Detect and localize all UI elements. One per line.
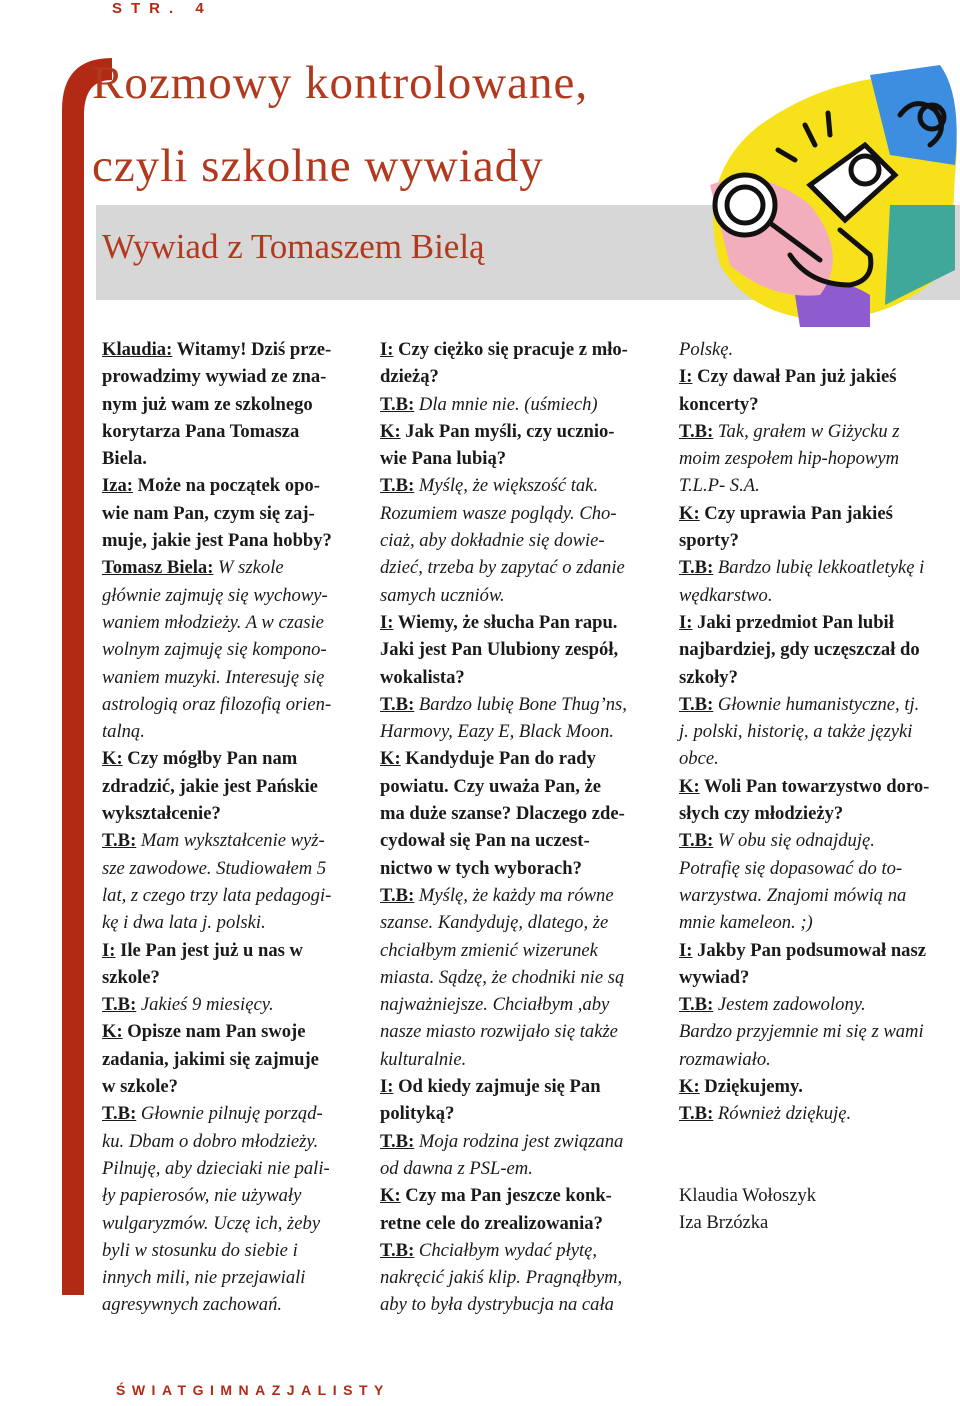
line-text: aby to była dystrybucja na cała [380, 1294, 614, 1316]
text-line [380, 500, 665, 527]
text-line [380, 1128, 665, 1155]
line-text: wolnym zajmuję się kompono- [102, 639, 327, 661]
line-text: głównie zajmuję się wychowy- [102, 584, 328, 606]
line-text: polityką? [380, 1103, 455, 1125]
interview-answer [380, 1128, 665, 1183]
line-text: ma duże szanse? Dlaczego zde- [380, 803, 625, 825]
text-line [102, 691, 362, 718]
text-line [679, 391, 960, 418]
line-text: nictwo w tych wyborach? [380, 857, 582, 879]
title-line: czyli szkolne wywiady [92, 140, 544, 192]
speaker-tag: T.B: [380, 693, 415, 715]
magazine-footer: ŚWIATGIMNAZJALISTY [116, 1382, 390, 1398]
interview-answer [380, 691, 665, 746]
line-text: szanse. Kandyduję, dlatego, że [380, 912, 609, 934]
text-line [679, 800, 960, 827]
article-authors [679, 1182, 960, 1237]
line-text: Jakby Pan podsumował nasz [692, 939, 926, 961]
text-line [380, 991, 665, 1018]
text-line [380, 909, 665, 936]
line-text: wie nam Pan, czym się zaj- [102, 502, 315, 524]
text-line [679, 1100, 960, 1127]
line-text: od dawna z PSL-em. [380, 1157, 533, 1179]
line-text: talną. [102, 721, 145, 743]
text-line [380, 636, 665, 663]
interview-question [679, 1073, 960, 1100]
text-line [380, 718, 665, 745]
line-text: j. polski, historię, a także języki [679, 721, 913, 743]
text-line [679, 1018, 960, 1045]
line-text: warzystwa. Znajomi mówią na [679, 884, 907, 906]
line-text: mnie kameleon. ;) [679, 912, 813, 934]
line-text: wokalista? [380, 666, 465, 688]
line-text: Moja rodzina jest związana [414, 1130, 624, 1152]
line-text: W szkole [213, 557, 284, 579]
text-line [380, 445, 665, 472]
speaker-tag: T.B: [380, 884, 415, 906]
page-title [92, 42, 732, 208]
line-text: Woli Pan towarzystwo doro- [699, 775, 930, 797]
interview-question [102, 1018, 362, 1100]
speaker-tag: I: [679, 366, 693, 388]
line-text: Jak Pan myśli, czy ucznio- [400, 420, 615, 442]
text-line [380, 1264, 665, 1291]
line-text: Harmovy, Eazy E, Black Moon. [380, 721, 614, 743]
line-text: cydował się Pan na uczest- [380, 830, 590, 852]
speaker-tag: K: [679, 1076, 700, 1098]
text-line [102, 582, 362, 609]
line-text: Czy ciężko się pracuje z mło- [393, 339, 628, 360]
line-text: Od kiedy zajmuje się Pan [393, 1076, 601, 1098]
line-text: szkoły? [679, 666, 738, 688]
line-text: innych mili, nie przejawiali [102, 1267, 306, 1289]
speaker-tag: K: [380, 748, 401, 770]
text-line [380, 964, 665, 991]
interview-answer [679, 336, 960, 363]
line-text: agresywnych zachowań. [102, 1294, 283, 1316]
line-text: Bardzo przyjemnie mi się z wami [679, 1021, 924, 1043]
line-text: Chciałbym wydać płytę, [414, 1239, 598, 1261]
speaker-tag: T.B: [679, 420, 714, 442]
speaker-tag: T.B: [679, 830, 714, 852]
line-text: Bardzo lubię Bone Thug’ns, [414, 693, 627, 715]
line-text: T.L.P- S.A. [679, 475, 760, 497]
line-text: astrologią oraz filozofią orien- [102, 693, 332, 715]
line-text: Polskę. [679, 339, 734, 360]
speaker-tag: I: [380, 339, 394, 360]
line-text: Kandyduje Pan do rady [400, 748, 596, 770]
line-text: dzieć, trzeba by zapytać o zdanie [380, 557, 625, 579]
line-text: Głownie pilnuję porząd- [136, 1103, 323, 1125]
text-line [380, 391, 665, 418]
text-line [380, 472, 665, 499]
speaker-tag: T.B: [380, 1130, 415, 1152]
text-line [102, 909, 362, 936]
interview-question [380, 418, 665, 473]
speaker-tag: T.B: [679, 693, 714, 715]
text-line [679, 691, 960, 718]
line-text: samych uczniów. [380, 584, 505, 606]
text-line [102, 745, 362, 772]
text-line [102, 1128, 362, 1155]
speaker-tag: T.B: [679, 557, 714, 579]
line-text: Dziękujemy. [699, 1076, 803, 1098]
text-line [380, 745, 665, 772]
line-text: Również dziękuję. [713, 1103, 852, 1125]
article-column-3 [679, 336, 960, 1236]
text-line [102, 1182, 362, 1209]
text-line [380, 1073, 665, 1100]
line-text: nakręcić jakiś klip. Pragnąłbym, [380, 1267, 623, 1289]
interview-answer [102, 554, 362, 745]
speaker-tag: K: [102, 1021, 123, 1043]
speaker-tag: K: [679, 502, 700, 524]
line-text: słych czy młodzieży? [679, 803, 844, 825]
speaker-tag: I: [102, 939, 116, 961]
text-line [102, 363, 362, 390]
text-line [679, 855, 960, 882]
text-line [679, 472, 960, 499]
line-text: dzieżą? [380, 366, 439, 388]
text-line [102, 445, 362, 472]
interview-question [679, 773, 960, 828]
line-text: W obu się odnajduję. [713, 830, 875, 852]
speaker-tag: I: [380, 611, 394, 633]
text-line [380, 691, 665, 718]
interview-answer [380, 472, 665, 608]
line-text: Głownie humanistyczne, tj. [713, 693, 920, 715]
interview-question [679, 363, 960, 418]
line-text: Opisze nam Pan swoje [122, 1021, 306, 1043]
interview-answer [380, 1237, 665, 1319]
interview-answer [679, 827, 960, 936]
line-text: sze zawodowe. Studiowałem 5 [102, 857, 327, 879]
text-line [380, 582, 665, 609]
text-line [679, 336, 960, 363]
author-name: Klaudia Wołoszyk [679, 1184, 817, 1206]
text-line [679, 773, 960, 800]
text-line [380, 855, 665, 882]
interview-question [679, 937, 960, 992]
text-line [102, 964, 362, 991]
text-line [380, 664, 665, 691]
line-text: zdradzić, jakie jest Pańskie [102, 775, 318, 797]
text-line [679, 554, 960, 581]
text-line [380, 882, 665, 909]
text-line [102, 1100, 362, 1127]
text-line [102, 773, 362, 800]
text-line [679, 1073, 960, 1100]
line-text: szkole? [102, 966, 160, 988]
text-line [679, 582, 960, 609]
interview-question [380, 336, 665, 391]
speaker-tag: T.B: [679, 1103, 714, 1125]
text-line [679, 636, 960, 663]
text-line [102, 664, 362, 691]
text-line [679, 527, 960, 554]
text-line [102, 718, 362, 745]
line-text: Myślę, że większość tak. [414, 475, 599, 497]
speaker-tag: K: [679, 775, 700, 797]
line-text: w szkole? [102, 1076, 178, 1098]
line-text: Wiemy, że słucha Pan rapu. [393, 611, 618, 633]
line-text: wędkarstwo. [679, 584, 773, 606]
text-line [679, 745, 960, 772]
speaker-tag: T.B: [380, 475, 415, 497]
speaker-tag: T.B: [679, 994, 714, 1016]
text-line [102, 336, 362, 363]
text-line [679, 909, 960, 936]
line-text: Myślę, że każdy ma równe [414, 884, 614, 906]
text-line [102, 800, 362, 827]
text-line [102, 1073, 362, 1100]
line-text: Potrafię się dopasować do to- [679, 857, 903, 879]
line-text: najbardziej, gdy uczęszczał do [679, 639, 920, 661]
text-line [102, 1155, 362, 1182]
speaker-tag: I: [679, 939, 693, 961]
speaker-tag: I: [679, 611, 693, 633]
interview-question [380, 1073, 665, 1128]
speaker-tag: Iza: [102, 475, 133, 497]
text-line [380, 827, 665, 854]
speaker-tag: T.B: [102, 1103, 137, 1125]
line-text: Mam wykształcenie wyż- [136, 830, 325, 852]
line-text: Bardzo lubię lekkoatletykę i [713, 557, 925, 579]
text-line [102, 391, 362, 418]
text-line [679, 882, 960, 909]
article-subtitle: Wywiad z Tomaszem Bielą [102, 227, 485, 266]
text-line [380, 1291, 665, 1318]
line-text: Czy ma Pan jeszcze konk- [400, 1185, 612, 1207]
text-line [380, 363, 665, 390]
text-line [102, 527, 362, 554]
line-text: Ile Pan jest już u nas w [115, 939, 303, 961]
line-text: lat, z czego trzy lata pedagogi- [102, 884, 332, 906]
text-line [679, 937, 960, 964]
interview-question [102, 745, 362, 827]
speaker-tag: T.B: [380, 1239, 415, 1261]
speaker-tag: K: [380, 420, 401, 442]
line-text: wulgaryzmów. Uczę ich, żeby [102, 1212, 321, 1234]
text-line [102, 991, 362, 1018]
line-text: Dla mnie nie. (uśmiech) [414, 393, 598, 415]
text-line [679, 718, 960, 745]
line-text: Jestem zadowolony. [713, 994, 866, 1016]
line-text: Czy dawał Pan już jakieś [692, 366, 897, 388]
line-text: wykształcenie? [102, 803, 221, 825]
line-text: korytarza Pana Tomasza [102, 420, 300, 442]
interview-question [380, 1182, 665, 1237]
interview-question [102, 472, 362, 554]
text-line [679, 500, 960, 527]
line-text: waniem młodzieży. A w czasie [102, 611, 324, 633]
line-text: retne cele do zrealizowania? [380, 1212, 603, 1234]
article-column-1 [102, 336, 362, 1319]
line-text: waniem muzyki. Interesuję się [102, 666, 325, 688]
interview-question [380, 745, 665, 881]
line-text: Jakieś 9 miesięcy. [136, 994, 274, 1016]
text-line [679, 418, 960, 445]
line-text: ły papierosów, nie używały [102, 1185, 302, 1207]
author-name: Iza Brzózka [679, 1211, 769, 1233]
text-line [102, 1046, 362, 1073]
text-line [380, 527, 665, 554]
interview-answer [679, 418, 960, 500]
speaker-tag: T.B: [102, 994, 137, 1016]
line-text: wie Pana lubią? [380, 448, 507, 470]
text-line [102, 472, 362, 499]
title-line: Rozmowy kontrolowane, [92, 57, 589, 109]
interview-question [102, 937, 362, 992]
speaker-tag: T.B: [380, 393, 415, 415]
line-text: sporty? [679, 530, 739, 552]
speaker-tag: I: [380, 1076, 394, 1098]
line-text: Pilnuję, aby dzieciaki nie pali- [102, 1157, 330, 1179]
page-number-label: STR. 4 [112, 0, 213, 17]
text-line [102, 1264, 362, 1291]
text-line [679, 964, 960, 991]
text-line [102, 827, 362, 854]
text-line [380, 554, 665, 581]
article-column-2 [380, 336, 665, 1319]
interview-question [102, 336, 362, 472]
interview-answer [679, 554, 960, 609]
speaker-tag: Klaudia: [102, 339, 173, 360]
text-line [102, 1210, 362, 1237]
line-text: prowadzimy wywiad ze zna- [102, 366, 327, 388]
text-line [380, 1210, 665, 1237]
text-line [380, 336, 665, 363]
text-line [380, 1100, 665, 1127]
text-line [679, 609, 960, 636]
line-text: powiatu. Czy uważa Pan, że [380, 775, 602, 797]
text-line [102, 1291, 362, 1318]
line-text: Jaki przedmiot Pan lubił [692, 611, 894, 633]
line-text: obce. [679, 748, 719, 770]
speaker-tag: K: [380, 1185, 401, 1207]
speaker-tag: Tomasz Biela: [102, 557, 214, 579]
interview-microphone-icon [700, 55, 960, 330]
text-line [380, 937, 665, 964]
interview-question [679, 500, 960, 555]
interview-answer [102, 991, 362, 1018]
text-line [380, 1046, 665, 1073]
text-line [679, 363, 960, 390]
line-text: Jaki jest Pan Ulubiony zespół, [380, 639, 619, 661]
interview-answer [679, 691, 960, 773]
line-text: Witamy! Dziś prze- [172, 339, 332, 360]
text-line [102, 554, 362, 581]
text-line [102, 636, 362, 663]
interview-answer [380, 882, 665, 1073]
speaker-tag: K: [102, 748, 123, 770]
line-text: koncerty? [679, 393, 759, 415]
text-line [102, 882, 362, 909]
line-text: kę i dwa lata j. polski. [102, 912, 266, 934]
text-line [679, 1046, 960, 1073]
line-text: byli w stosunku do siebie i [102, 1239, 298, 1261]
line-text: najważniejsze. Chciałbym ,aby [380, 994, 610, 1016]
text-line [679, 991, 960, 1018]
interview-question [380, 609, 665, 691]
line-text: Może na początek opo- [132, 475, 320, 497]
line-text: chciałbym zmienić wizerunek [380, 939, 598, 961]
line-text: kulturalnie. [380, 1048, 467, 1070]
text-line [102, 1018, 362, 1045]
interview-answer [102, 827, 362, 936]
text-line [102, 500, 362, 527]
line-text: Tak, grałem w Giżycku z [713, 420, 900, 442]
interview-question [679, 609, 960, 691]
line-text: ciaż, aby dokładnie się dowie- [380, 530, 605, 552]
text-line [102, 609, 362, 636]
text-line [102, 855, 362, 882]
line-text: Czy mógłby Pan nam [122, 748, 298, 770]
speaker-tag: T.B: [102, 830, 137, 852]
text-line [380, 773, 665, 800]
text-line [679, 445, 960, 472]
text-line [102, 418, 362, 445]
text-line [380, 1155, 665, 1182]
text-line [380, 1018, 665, 1045]
line-text: moim zespołem hip-hopowym [679, 448, 900, 470]
line-text: Rozumiem wasze poglądy. Cho- [380, 502, 617, 524]
line-text: rozmawiało. [679, 1048, 771, 1070]
interview-answer [679, 991, 960, 1073]
text-line [380, 418, 665, 445]
line-text: wywiad? [679, 966, 750, 988]
text-line [102, 1237, 362, 1264]
line-text: miasta. Sądzę, że chodniki nie są [380, 966, 625, 988]
text-line [380, 1237, 665, 1264]
text-line [679, 664, 960, 691]
line-text: zadania, jakimi się zajmuje [102, 1048, 319, 1070]
text-line [380, 1182, 665, 1209]
interview-answer [679, 1100, 960, 1127]
line-text: Biela. [102, 448, 147, 470]
line-text: Czy uprawia Pan jakieś [699, 502, 893, 524]
interview-answer [380, 391, 665, 418]
text-line [380, 800, 665, 827]
interview-answer [102, 1100, 362, 1318]
line-text: muje, jakie jest Pana hobby? [102, 530, 332, 552]
line-text: nasze miasto rozwijało się także [380, 1021, 618, 1043]
text-line [380, 609, 665, 636]
text-line [102, 937, 362, 964]
line-text: ku. Dbam o dobro młodzieży. [102, 1130, 319, 1152]
text-line [679, 827, 960, 854]
line-text: nym już wam ze szkolnego [102, 393, 313, 415]
